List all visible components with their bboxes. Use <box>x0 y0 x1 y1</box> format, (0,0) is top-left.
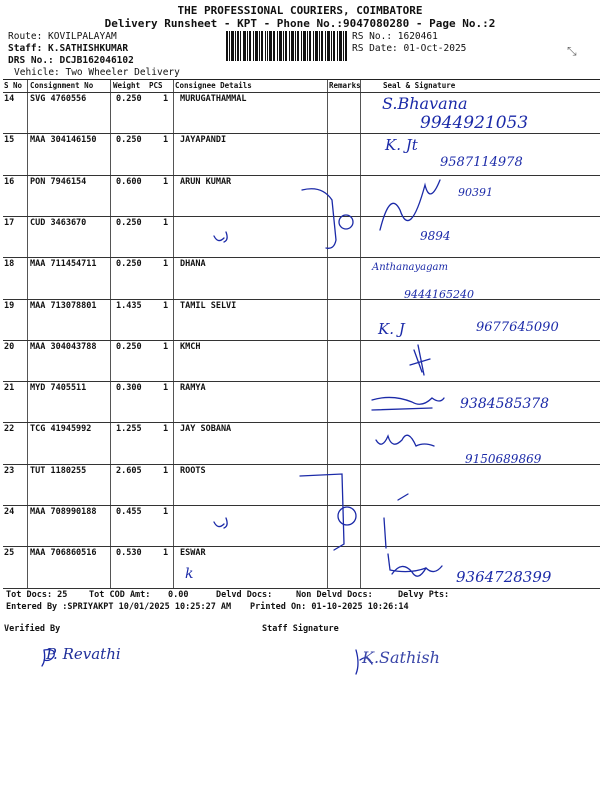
consignment-cell: MYD 7405511 <box>30 383 87 394</box>
weight-cell: 0.530 <box>116 548 142 559</box>
sno-cell: 22 <box>4 424 15 435</box>
handwritten-note: K. J <box>378 320 405 338</box>
pcs-cell: 1 <box>163 424 169 435</box>
col-sno-header: S No <box>4 81 23 90</box>
sno-cell: 20 <box>4 341 15 352</box>
sno-cell: 23 <box>4 465 15 476</box>
document-subtitle: Delivery Runsheet - KPT - Phone No.:9047080280 - Page No.:2 <box>104 17 496 30</box>
handwritten-phone: 9444165240 <box>404 288 474 301</box>
pcs-cell: 1 <box>163 300 169 311</box>
staff-label: Staff: K.SATHISHKUMAR <box>8 43 129 54</box>
pcs-cell: 1 <box>163 341 169 352</box>
pcs-cell: 1 <box>163 548 169 559</box>
corner-mark-icon: ⤡ <box>567 44 577 58</box>
weight-cell: 0.250 <box>116 94 142 104</box>
consignment-cell: MAA 304146150 <box>30 135 97 146</box>
weight-cell: 0.250 <box>116 341 142 352</box>
handwritten-note: S.Bhavana <box>382 94 468 113</box>
non-delivered-docs: Non Delvd Docs: <box>296 590 373 600</box>
pcs-cell: 1 <box>163 507 169 517</box>
col-weight-header: Weight <box>113 81 141 90</box>
pcs-cell: 1 <box>163 176 169 187</box>
handwritten-phone: 90391 <box>458 186 493 199</box>
weight-cell: 1.255 <box>116 424 142 435</box>
rs-date: RS Date: 01-Oct-2025 <box>352 43 467 54</box>
pcs-cell: 1 <box>163 259 169 270</box>
consignment-cell: TUT 1180255 <box>30 465 87 476</box>
consignment-cell: CUD 3463670 <box>30 217 87 228</box>
staff-signature-label: Staff Signature <box>262 624 339 634</box>
verified-by-signature: P. Revathi <box>46 645 121 663</box>
pcs-cell: 1 <box>163 94 169 104</box>
consignee-cell: ARUN KUMAR <box>180 176 232 187</box>
consignee-cell: TAMIL SELVI <box>180 300 237 311</box>
consignment-cell: MAA 706860516 <box>30 548 97 559</box>
weight-cell: 0.600 <box>116 176 142 187</box>
sno-cell: 25 <box>4 548 15 559</box>
handwritten-mark: k <box>185 566 194 582</box>
consignment-cell: MAA 304043788 <box>30 341 97 352</box>
weight-cell: 1.435 <box>116 300 142 311</box>
verified-by-label: Verified By <box>4 624 61 634</box>
weight-cell: 0.300 <box>116 383 142 394</box>
rs-number: RS No.: 1620461 <box>352 31 438 42</box>
handwritten-phone: 9944921053 <box>420 113 529 133</box>
sno-cell: 16 <box>4 176 15 187</box>
consignment-cell: MAA 708990188 <box>30 507 97 517</box>
weight-cell: 0.250 <box>116 217 142 228</box>
handwritten-note: Anthanayagam <box>372 262 448 273</box>
weight-cell: 0.250 <box>116 135 142 146</box>
handwritten-phone: 9587114978 <box>440 155 523 170</box>
col-pcs-header: PCS <box>149 81 163 90</box>
pcs-cell: 1 <box>163 217 169 228</box>
total-docs: Tot Docs: 25 <box>6 590 68 600</box>
pcs-cell: 1 <box>163 383 169 394</box>
sno-cell: 17 <box>4 217 15 228</box>
consignment-cell: MAA 711454711 <box>30 259 97 270</box>
handwritten-note: K. Jt <box>385 136 418 154</box>
sno-cell: 19 <box>4 300 15 311</box>
document-title: THE PROFESSIONAL COURIERS, COIMBATORE <box>177 4 423 17</box>
delivered-docs: Delvd Docs: <box>216 590 273 600</box>
printed-on: Printed On: 01-10-2025 10:26:14 <box>250 602 409 612</box>
consignee-cell: KMCH <box>180 341 201 352</box>
sno-cell: 15 <box>4 135 15 146</box>
weight-cell: 0.250 <box>116 259 142 270</box>
col-consignee-header: Consignee Details <box>175 81 252 90</box>
consignee-cell: RAMYA <box>180 383 206 394</box>
consignee-cell: JAYAPANDI <box>180 135 227 146</box>
col-consignment-header: Consignment No <box>30 81 94 90</box>
weight-cell: 2.605 <box>116 465 142 476</box>
sno-cell: 18 <box>4 259 15 270</box>
handwritten-phone: 9364728399 <box>456 568 552 586</box>
sno-cell: 21 <box>4 383 15 394</box>
consignment-cell: PON 7946154 <box>30 176 87 187</box>
delivery-points: Delvy Pts: <box>398 590 450 600</box>
handwritten-phone: 9150689869 <box>465 452 542 466</box>
handwritten-phone: 9894 <box>420 229 451 243</box>
staff-signature: K.Sathish <box>362 648 440 667</box>
col-remarks-header: Remarks <box>329 81 361 90</box>
vehicle-label: Vehicle: Two Wheeler Delivery <box>14 67 180 78</box>
consignment-cell: SVG 4760556 <box>30 94 87 104</box>
consignee-cell: ESWAR <box>180 548 206 559</box>
handwritten-phone: 9384585378 <box>460 396 550 412</box>
sno-cell: 14 <box>4 94 15 104</box>
sno-cell: 24 <box>4 507 15 517</box>
consignee-cell: MURUGATHAMMAL <box>180 94 247 104</box>
consignment-cell: TCG 41945992 <box>30 424 92 435</box>
total-cod-label: Tot COD Amt: <box>89 590 151 600</box>
pcs-cell: 1 <box>163 135 169 146</box>
weight-cell: 0.455 <box>116 507 142 517</box>
consignment-cell: MAA 713078801 <box>30 300 97 311</box>
col-signature-header: Seal & Signature <box>383 81 456 90</box>
handwritten-phone: 9677645090 <box>476 320 559 335</box>
consignee-cell: ROOTS <box>180 465 206 476</box>
drs-label: DRS No.: DCJB162046102 <box>8 55 134 66</box>
entered-by: Entered By :SPRIYAKPT 10/01/2025 10:25:27 AM <box>6 602 232 612</box>
consignee-cell: DHANA <box>180 259 206 270</box>
consignee-cell: JAY SOBANA <box>180 424 232 435</box>
total-cod-value: 0.00 <box>168 590 189 600</box>
pcs-cell: 1 <box>163 465 169 476</box>
route-label: Route: KOVILPALAYAM <box>8 31 117 42</box>
